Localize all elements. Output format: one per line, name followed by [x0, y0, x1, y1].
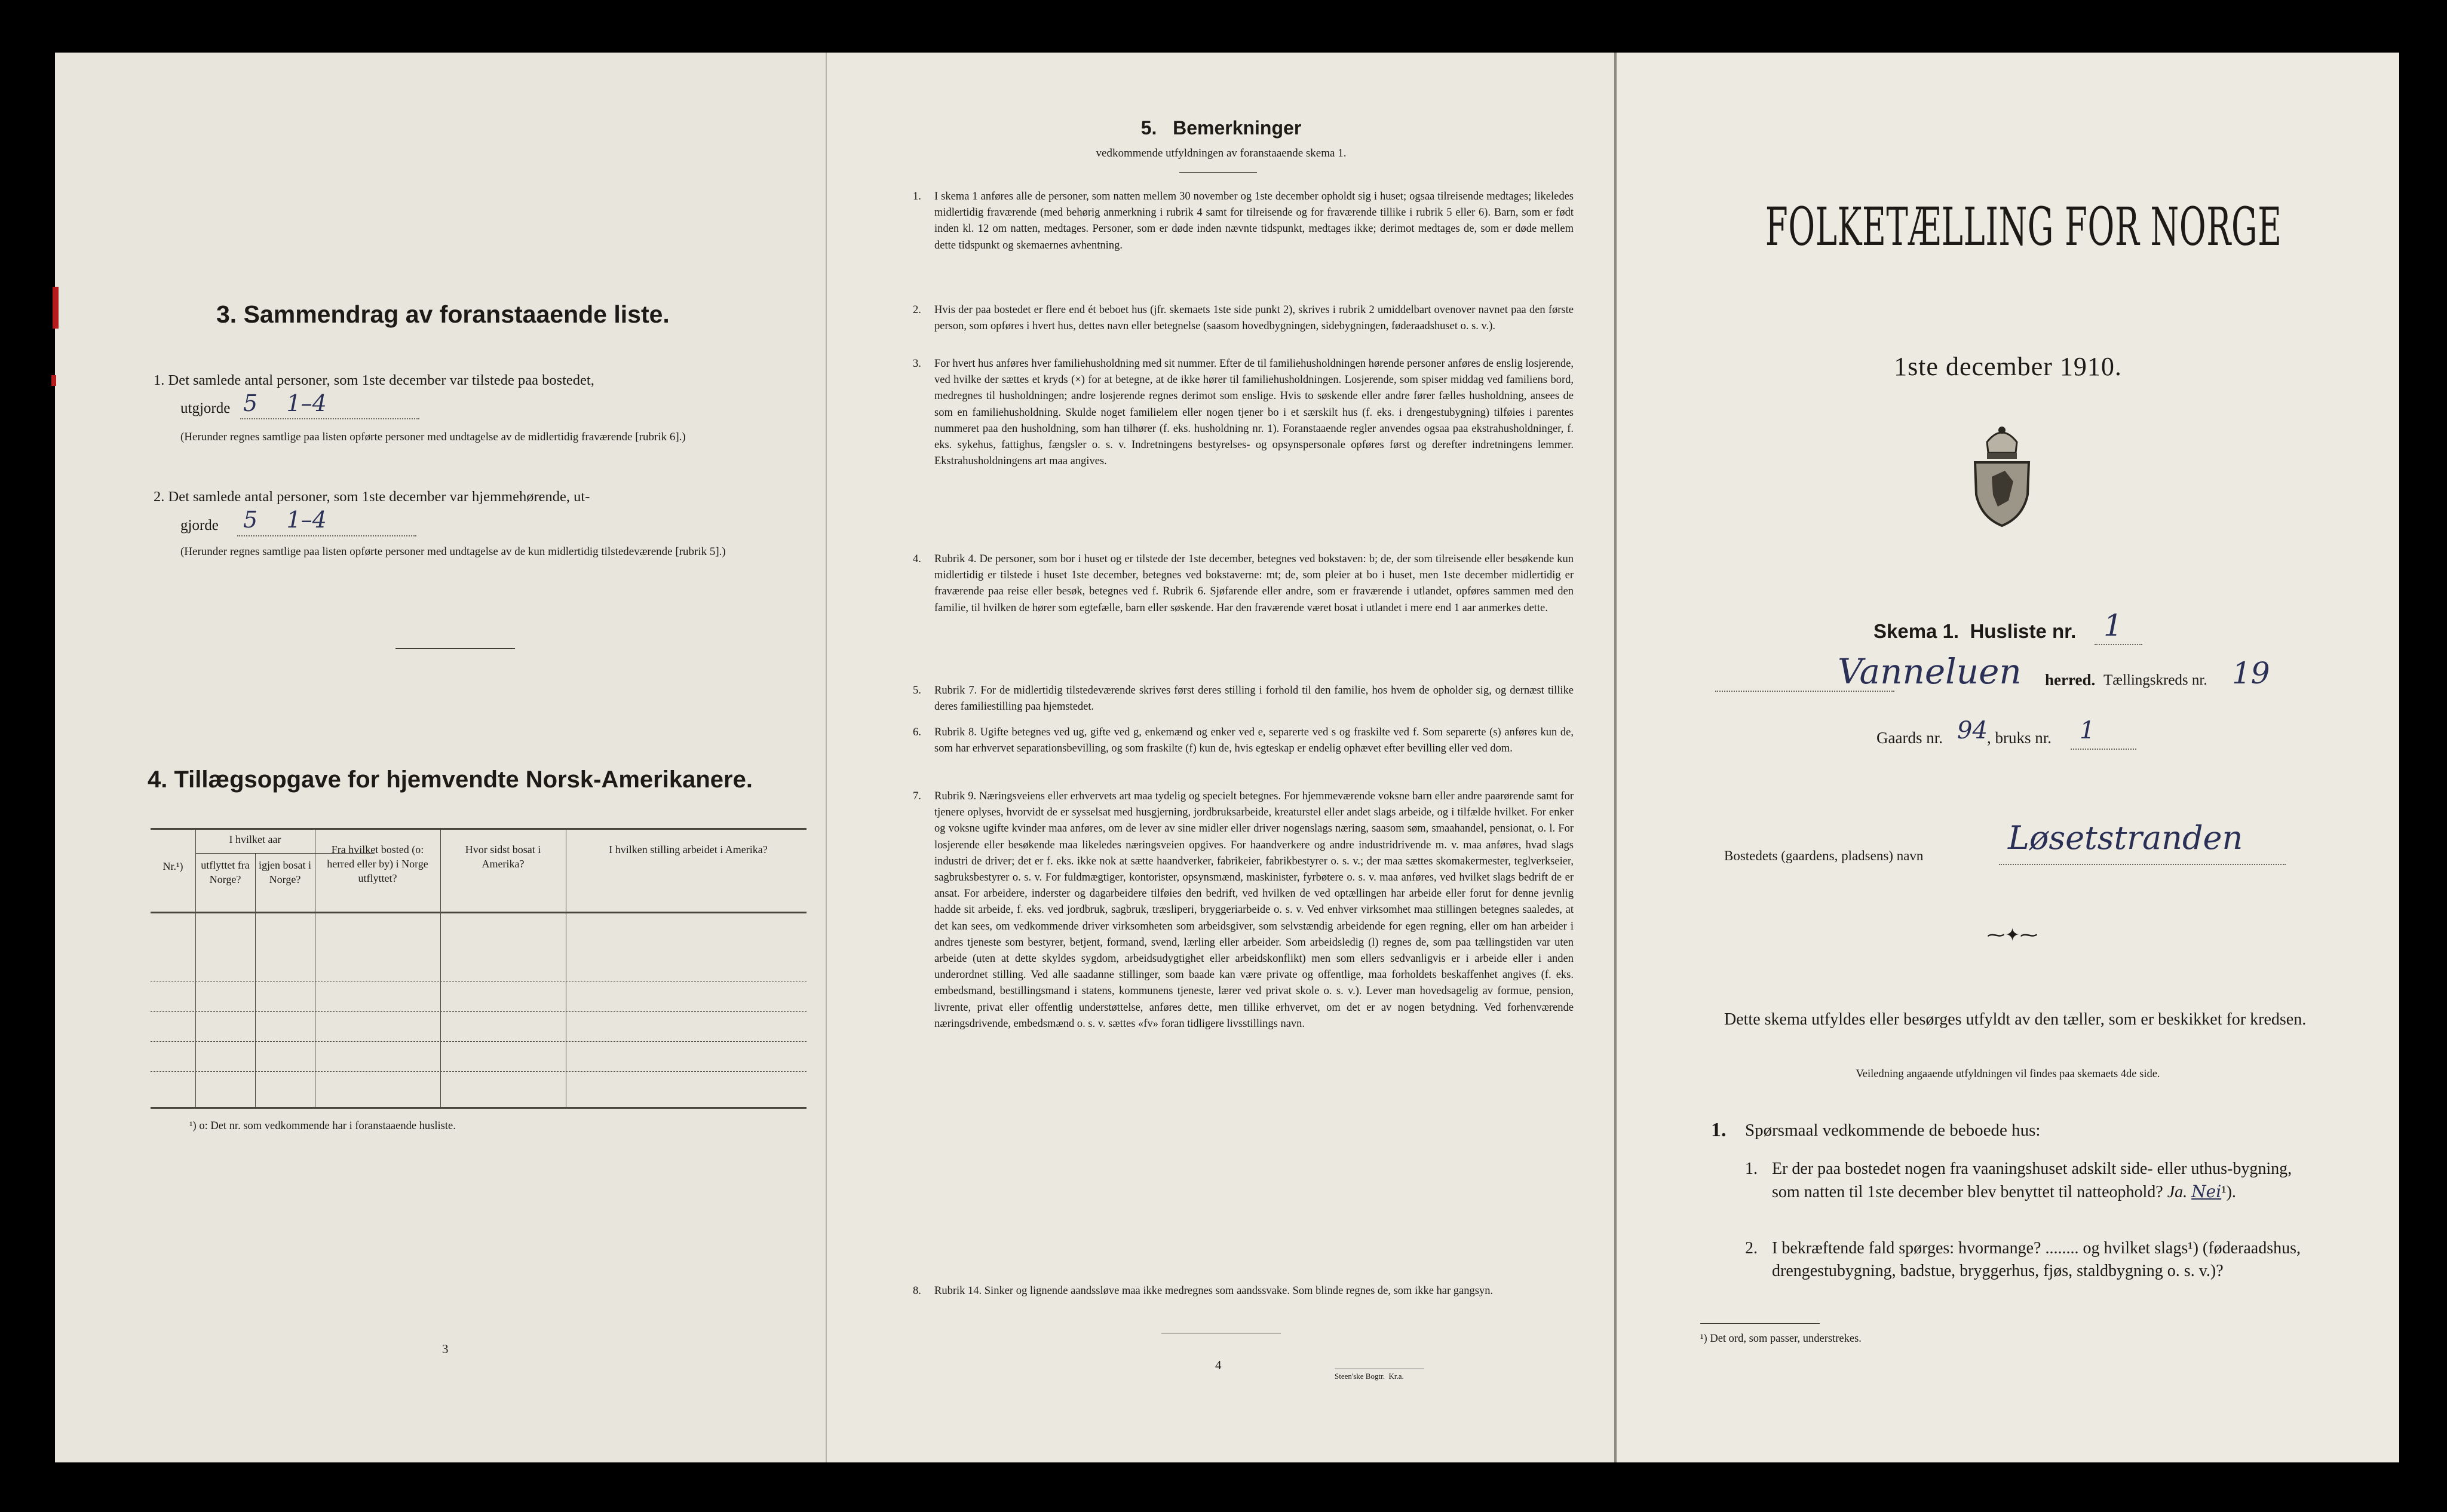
- ornament-icon: ⁓✦⁓: [1987, 925, 2038, 945]
- remark-text: Rubrik 14. Sinker og lignende aandssløve maa ikke medregnes som aandssvake. Som blinde regnes de, som ikke har gangsyn.: [934, 1285, 1494, 1297]
- remark-text: Rubrik 9. Næringsveiens eller erhvervets art maa tydelig og specielt betegnes. For hjemmeværende voksne barn eller andre paarørende samt for tjenere oplyses, hvorvidt de er sysselsat med husgjerning, jordbruksarbeide, kreaturstel eller andet slags arbeide, og i tilfælde hvilket. For enker og voksne ugifte kvinder maa anføres, om de lever av sine midler eller driver nogenslags næring, saasom søm, smaahandel, pensionat, o. l. For losjerende eller besøkende maa likeledes næringsveien opgives. For haandverkere og andre industridrivende m. v. maa anføres, hvad slags industri de driver; det er f. eks. ikke nok at sætte haandverker, fabrikeier, fabrikbestyrer o. s. v.; der maa sættes skomakermester, teglverkseier, sagbruksbestyrer o. s. v. For fuldmægtiger, kontorister, opsynsmænd, maskinister, fyrbøtere o. s. v. maa anføres, ved hvilket slags bedrift de er ansat. For arbeidere, inderster og dagarbeidere tilføies den bedrift, ved hvilken de ved optællingen har arbeide eller forut for denne jevnlig hadde sit arbeide, f. eks. ved jordbruk, sagbruk, træsliperi, bryggeriarbeide o. s. v. Ved enhver virksomhet maa stillingen betegnes saaledes, at det kan sees, om vedkommende driver virksomheten som arbeidsgiver, som selvstændig arbeidende for egen regning, eller om han arbeider i andres tjeneste som bestyrer, betjent, formand, svend, lærling eller arbeider. Som arbeidsledig (l) regnes de, som paa tællingstiden var uten arbeide (uten at dette skyldes sygdom, arbeidsudygtighet eller arbeidskonflikt) men som ellers sedvanligvis er i arbeide eller i anden underordnet stilling. Ved alle saadanne stillinger, som baade kan være private og offentlige, maa forholdets beskaffenhet angives (f. eks. embedsmand, bestillingsmand i statens, kommunens tjeneste, lærer ved privat skole o. s. v.). Lever man hovedsagelig av formue, pension, livrente, privat eller offentlig understøttelse, anføres dette, men tillike erhvervet, om det er av nogen betydning. Ved forhenværende næringsdrivende, embedsmænd o. s. v. sættes «fv» foran tidligere livsstillings navn.: [934, 790, 1574, 1030]
- intro-small: Veiledning angaaende utfyldningen vil findes paa skemaets 4de side.: [1856, 1068, 2160, 1080]
- bruks-label: , bruks nr.: [1987, 729, 2052, 747]
- summary-note-2: (Herunder regnes samtlige paa listen opførte personer med undtagelse av de kun midlertidig tilstedeværende [rubrik 5].): [180, 545, 726, 558]
- census-title: FOLKETÆLLING FOR NORGE: [1765, 196, 2282, 257]
- page-footnote: ¹) Det ord, som passer, understrekes.: [1700, 1333, 1862, 1345]
- question-1: 1. Er der paa bostedet nogen fra vaaningshuset adskilt side- eller uthus-bygning, som natten til 1ste december blev benyttet til natteophold? Ja. Nei¹).: [1772, 1158, 2310, 1204]
- remark-number: 7.: [913, 790, 921, 802]
- remark-text: For hvert hus anføres hver familiehusholdning med sit nummer. Efter de til familiehusholdningen hørende personer anføres de enslig losjerende, ved hvilke der sættes et kryds (×) for at betegne, at de ikke hører til familiehusholdningen. Losjerende, som spiser middag ved familiens bord, medregnes til husholdningen; andre losjerende regnes derimot som enslige. Hvis to søskende eller andre fører fælles husholdning, ansees de som en familiehusholdning. Skulde noget familielem eller nogen tjener bo i et særskilt hus (f. eks. i drengestubygning) tilføies i parentes nummeret paa den husholdning, som han tilhører (f. eks. husholdning nr. 1). Foranstaaende regler anvendes ogsaa paa ekstrahusholdninger, f. eks. sykehus, fattighus, fængsler o. s. v. Indretningens bestyrelses- og opsynspersonale opføres først og derefter indretningens lemmer. Ekstrahusholdningens art maa angives.: [934, 358, 1574, 468]
- dotted-line: [237, 535, 416, 536]
- answer-ja-label: Ja.: [2167, 1183, 2188, 1201]
- remark-number: 2.: [913, 304, 921, 316]
- page-three: [55, 53, 826, 1462]
- col-hvor-header: Hvor sidst bosat i Amerika?: [465, 844, 541, 870]
- gjorde-label-2: gjorde: [180, 517, 219, 533]
- remark-number: 3.: [913, 358, 921, 370]
- remark-6: [913, 725, 1574, 757]
- husliste-number: 1: [2103, 608, 2123, 643]
- remark-number: 8.: [913, 1285, 921, 1297]
- col-utflyttet-header: utflyttet fra Norge?: [201, 859, 250, 885]
- dotted-line: [1999, 864, 2286, 865]
- bruks-number: 1: [2080, 717, 2095, 744]
- gaards-number: 94: [1957, 717, 1988, 744]
- dotted-line: [2095, 644, 2142, 645]
- herred-name: Vanneluen: [1838, 651, 2022, 692]
- page-number: 4: [1215, 1358, 1222, 1372]
- remark-number: 4.: [913, 553, 921, 565]
- remark-3: [913, 356, 1574, 470]
- page-one: [1614, 53, 2399, 1462]
- col-igjen-header: igjen bosat i Norge?: [259, 859, 311, 885]
- remark-1: [913, 189, 1574, 254]
- separator-rule: [1179, 172, 1257, 173]
- census-date: 1ste december 1910.: [1894, 352, 2122, 381]
- remarks-title: 5. Bemerkninger: [1140, 117, 1302, 139]
- section4-title: 4. Tillægsopgave for hjemvendte Norsk-Amerikanere.: [148, 766, 753, 793]
- section3-title: 3. Sammendrag av foranstaaende liste.: [216, 300, 670, 328]
- remark-5: [913, 683, 1574, 715]
- separator-rule: [1700, 1323, 1820, 1324]
- questions-heading: Spørsmaal vedkommende de beboede hus:: [1745, 1121, 2041, 1140]
- krets-label: Tællingskreds nr.: [2103, 672, 2207, 688]
- question-2: [1745, 1237, 2310, 1283]
- question-2-text: I bekræftende fald spørges: hvormange? ........ og hvilket slags¹) (føderaadshus, drengestubygning, badstue, bryggerhus, fjøs, staldbygning o. s. v.)?: [1772, 1239, 2301, 1280]
- resident-count-value: 5 1–4: [243, 507, 327, 533]
- remark-number: 1.: [913, 191, 921, 203]
- question-number: 1.: [1711, 1119, 1727, 1141]
- bosted-name: Løsetstranden: [2008, 819, 2243, 857]
- present-count-value: 5 1–4: [243, 390, 327, 416]
- summary-item-1: 1. Det samlede antal personer, som 1ste december var tilstede paa bostedet,: [154, 372, 594, 388]
- remark-text: I skema 1 anføres alle de personer, som natten mellem 30 november og 1ste december opholdt sig i huset; ogsaa tilreisende medtages; likeledes midlertidig fraværende (med behørig anmerkning i rubrik 4 samt for tilreisende og for fraværende tillike i rubrik 5 eller 6). Barn, som er født inden kl. 12 om natten, medtages. Personer, som er døde inden nævnte tidspunkt, medtages ikke; derimot medtages de, som er døde mellem dette tidspunkt og skemaernes avhentning.: [934, 191, 1574, 252]
- col-fra-header: Fra hvilket bosted (o: herred eller by) i Norge utflyttet?: [327, 844, 428, 884]
- remark-text: Rubrik 7. For de midlertidig tilstedeværende skrives først deres stilling i forhold til den familie, hos hvem de opholder sig, og dernæst tillike deres familiestilling paa hjemstedet.: [934, 685, 1574, 713]
- page-number: 3: [442, 1342, 449, 1356]
- separator-rule: [395, 648, 515, 649]
- remark-text: Rubrik 8. Ugifte betegnes ved ug, gifte ved g, enkemænd og enker ved e, separerte ved s og fraskilte ved f. Som separerte (s) anføres kun de, som har erhvervet separationsbevilling, og som fraskilte (f) kun de, hvis egteskap er endelig ophævet efter bevilling eller ved dom.: [934, 726, 1574, 755]
- bosted-label: Bostedets (gaardens, pladsens) navn: [1724, 848, 1924, 863]
- col-group-header: I hvilket aar: [229, 833, 281, 845]
- remarks-subtitle: vedkommende utfyldningen av foranstaaende skema 1.: [1096, 147, 1347, 160]
- table-footnote: ¹) o: Det nr. som vedkommende har i foranstaaende husliste.: [189, 1120, 456, 1132]
- summary-note-1: (Herunder regnes samtlige paa listen opførte personer med undtagelse av de midlertidig fraværende [rubrik 6].): [180, 431, 686, 443]
- red-tab-mark: [53, 287, 59, 329]
- remark-7: [913, 789, 1574, 1032]
- red-tab-mark: [51, 375, 56, 386]
- remark-8: [913, 1283, 1574, 1299]
- printer-mark: Steen'ske Bogtr. Kr.a.: [1335, 1369, 1424, 1381]
- remark-4: [913, 551, 1574, 617]
- dotted-line: [2071, 749, 2136, 750]
- remark-text: Rubrik 4. De personer, som bor i huset og er tilstede der 1ste december, betegnes ved bokstaven: b; de, der som tilreisende eller besøkende kun midlertidig er tilstede i huset 1ste december, betegnes ved bokstaverne: mt; de, som pleier at bo i huset, men 1ste december midlertidig er fraværende paa reise eller besøk, betegnes ved f. Rubrik 6. Sjøfarende eller andre, som er fraværende i utlandet, opføres sammen med den familie, til hvilken de hører som egtefælle, barn eller søskende. Har den fraværende været bosat i utlandet i mere end 1 aar anmerkes dette.: [934, 553, 1574, 614]
- question-1-text: Er der paa bostedet nogen fra vaaningshuset adskilt side- eller uthus-bygning, som natten til 1ste december blev benyttet til natteophold?: [1772, 1160, 2292, 1201]
- krets-number: 19: [2232, 656, 2270, 691]
- remark-number: 5.: [913, 685, 921, 697]
- herred-label: herred.: [2045, 671, 2096, 689]
- remark-number: 6.: [913, 726, 921, 738]
- col-stilling-header: I hvilken stilling arbeidet i Amerika?: [609, 844, 768, 855]
- schema-label: Skema 1. Husliste nr.: [1873, 620, 2077, 642]
- answer-nei: Nei: [2191, 1182, 2222, 1201]
- dotted-line: [240, 418, 419, 419]
- page-four: [826, 53, 1615, 1462]
- remark-2: [913, 302, 1574, 335]
- question-2-number: 2.: [1745, 1239, 1758, 1258]
- question-1-number: 1.: [1745, 1160, 1758, 1178]
- gaards-label: Gaards nr.: [1876, 729, 1943, 747]
- utgjorde-label-1: utgjorde: [180, 400, 231, 416]
- remark-text: Hvis der paa bostedet er flere end ét beboet hus (jfr. skemaets 1ste side punkt 2), skrives i rubrik 2 umiddelbart ovenover navnet paa den første person, som opføres i hvert hus, dettes navn eller betegnelse (saasom hovedbygningen, sidebygningen, føderaadshuset o. s. v.).: [934, 304, 1574, 333]
- col-nr-header: Nr.¹): [162, 860, 183, 872]
- coat-of-arms-icon: [1963, 411, 2041, 530]
- summary-item-2: 2. Det samlede antal personer, som 1ste december var hjemmehørende, ut-: [154, 489, 590, 505]
- intro-text: Dette skema utfyldes eller besørges utfyldt av den tæller, som er beskikket for kredsen.: [1724, 1010, 2307, 1029]
